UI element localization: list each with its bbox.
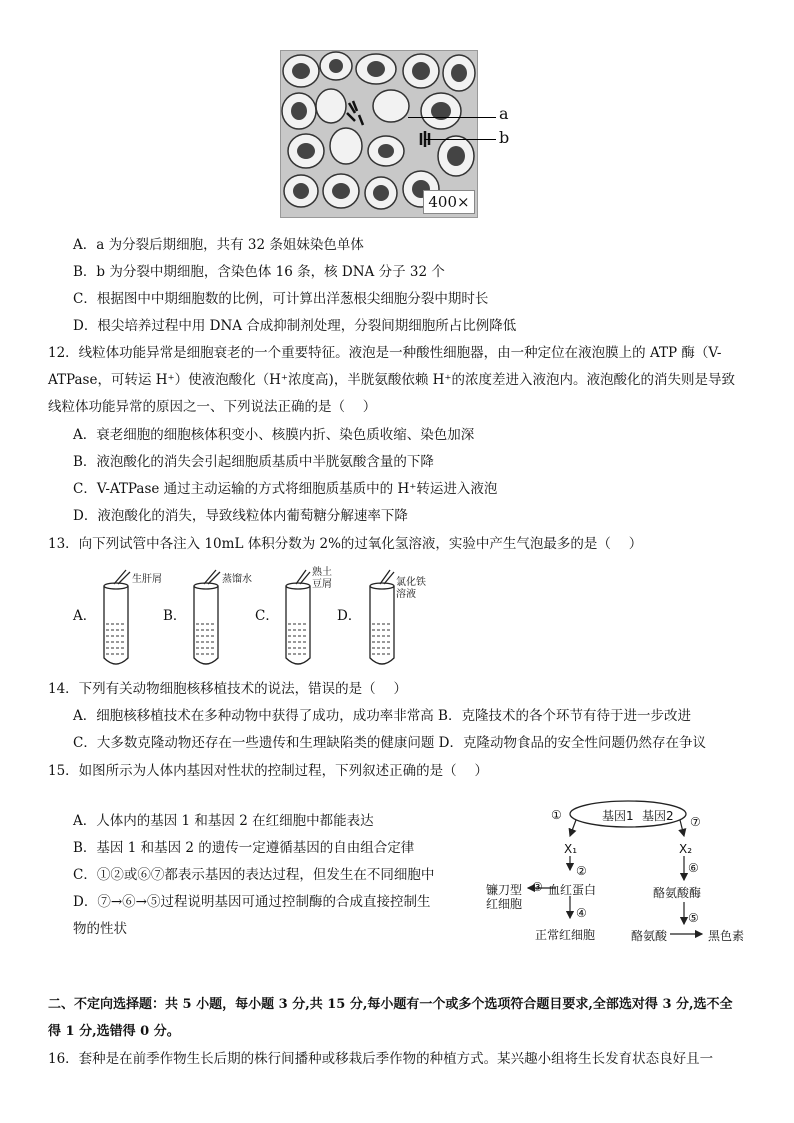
q15-option-c: C．①②或⑥⑦都表示基因的表达过程，但发生在不同细胞中 bbox=[73, 867, 435, 883]
section2-header-line1: 二、不定向选择题：共 5 小题，每小题 3 分,共 15 分,每小题有一个或多个选项符合题目要求,全部选对得 3 分,选不全 bbox=[48, 997, 733, 1012]
tube-d-label-1: 氯化铁 bbox=[396, 577, 426, 588]
sickle-cell-label-1: 镰刀型 bbox=[486, 883, 523, 897]
section2-header-line2: 得 1 分,选错得 0 分。 bbox=[48, 1024, 180, 1039]
step-6-label: ⑥ bbox=[688, 861, 699, 875]
hemoglobin-label: 血红蛋白 bbox=[548, 883, 597, 897]
q15-option-d: D．⑦→⑥→⑤过程说明基因可通过控制酶的合成直接控制生 bbox=[73, 894, 431, 910]
label-b-line bbox=[424, 139, 496, 140]
q14-stem: 14．下列有关动物细胞核移植技术的说法，错误的是（ ） bbox=[48, 681, 407, 697]
tube-b-letter: B． bbox=[163, 608, 187, 624]
tyrosinase-label: 酪氨酸酶 bbox=[653, 886, 702, 900]
magnification-label: 400× bbox=[423, 190, 475, 214]
q12-option-c: C．V-ATPase 通过主动运输的方式将细胞质基质中的 H⁺转运进入液泡 bbox=[73, 481, 498, 497]
q13-stem: 13．向下列试管中各注入 10mL 体积分数为 2%的过氧化氢溶液，实验中产生气泡最多的是（ ） bbox=[48, 536, 643, 552]
label-b: b bbox=[499, 128, 510, 147]
label-a-line bbox=[408, 117, 496, 118]
q15-option-a: A．人体内的基因 1 和基因 2 在红细胞中都能表达 bbox=[73, 813, 374, 829]
step-3-label: ③ bbox=[532, 880, 543, 894]
q12-stem-line3: 线粒体功能异常的原因之一、下列说法正确的是（ ） bbox=[48, 399, 377, 415]
tyrosine-label: 酪氨酸 bbox=[631, 929, 668, 943]
q15-stem: 15．如图所示为人体内基因对性状的控制过程，下列叙述正确的是（ ） bbox=[48, 763, 488, 779]
x1-label: X₁ bbox=[564, 842, 578, 856]
q11-option-d: D．根尖培养过程中用 DNA 合成抑制剂处理，分裂间期细胞所占比例降低 bbox=[73, 318, 517, 334]
q11-option-c: C．根据图中中期细胞数的比例，可计算出洋葱根尖细胞分裂中期时长 bbox=[73, 291, 489, 307]
step-1-label: ① bbox=[551, 808, 562, 822]
tube-a-letter: A． bbox=[73, 608, 97, 624]
q11-option-b: B．b 为分裂中期细胞，含染色体 16 条，核 DNA 分子 32 个 bbox=[73, 264, 445, 280]
q14-options-line1: A．细胞核移植技术在多种动物中获得了成功，成功率非常高 B．克隆技术的各个环节有待于进一步改进 bbox=[73, 708, 691, 724]
step-7-label: ⑦ bbox=[690, 815, 701, 829]
q12-stem-line2: ATPase，可转运 H⁺）使液泡酸化（H⁺浓度高)，半胱氨酸依赖 H⁺的浓度差进入液泡内。液泡酸化的消失则是导致 bbox=[48, 372, 736, 388]
sickle-cell-label-2: 红细胞 bbox=[486, 897, 523, 911]
x2-label: X₂ bbox=[679, 842, 693, 856]
tube-d-letter: D． bbox=[337, 608, 362, 624]
tube-c-label-1: 熟土 bbox=[312, 567, 332, 578]
q11-option-a: A．a 为分裂后期细胞，共有 32 条姐妹染色单体 bbox=[73, 237, 364, 253]
step-2-label: ② bbox=[576, 864, 587, 878]
step-4-label: ④ bbox=[576, 906, 587, 920]
melanin-label: 黑色素 bbox=[708, 929, 745, 943]
tube-c-letter: C． bbox=[255, 608, 279, 624]
label-a: a bbox=[499, 104, 509, 123]
q12-option-d: D．液泡酸化的消失，导致线粒体内葡萄糖分解速率下降 bbox=[73, 508, 408, 524]
q12-option-b: B．液泡酸化的消失会引起细胞质基质中半胱氨酸含量的下降 bbox=[73, 454, 434, 470]
tube-b-label: 蒸馏水 bbox=[222, 574, 252, 585]
tube-c-label-2: 豆屑 bbox=[312, 579, 332, 590]
q14-options-line2: C．大多数克隆动物还存在一些遗传和生理缺陷类的健康问题 D．克隆动物食品的安全性问题仍然存在争议 bbox=[73, 735, 706, 751]
gene1-label: 基因1 bbox=[602, 809, 634, 823]
normal-rbc-label: 正常红细胞 bbox=[535, 928, 596, 942]
q15-option-d-cont: 物的性状 bbox=[73, 921, 127, 937]
q15-option-b: B．基因 1 和基因 2 的遗传一定遵循基因的自由组合定律 bbox=[73, 840, 415, 856]
gene2-label: 基因2 bbox=[642, 809, 674, 823]
q16-stem-line1: 16．套种是在前季作物生长后期的株行间播种或移栽后季作物的种植方式。某兴趣小组将生长发育状态良好且一 bbox=[48, 1051, 714, 1067]
q12-stem-line1: 12．线粒体功能异常是细胞衰老的一个重要特征。液泡是一种酸性细胞器，由一种定位在液泡膜上的 ATP 酶（V- bbox=[48, 345, 722, 361]
tube-d-label-2: 溶液 bbox=[396, 589, 416, 600]
q12-option-a: A．衰老细胞的细胞核体积变小、核膜内折、染色质收缩、染色加深 bbox=[73, 427, 475, 443]
tube-a-label: 生肝屑 bbox=[132, 574, 162, 585]
step-5-label: ⑤ bbox=[688, 911, 699, 925]
